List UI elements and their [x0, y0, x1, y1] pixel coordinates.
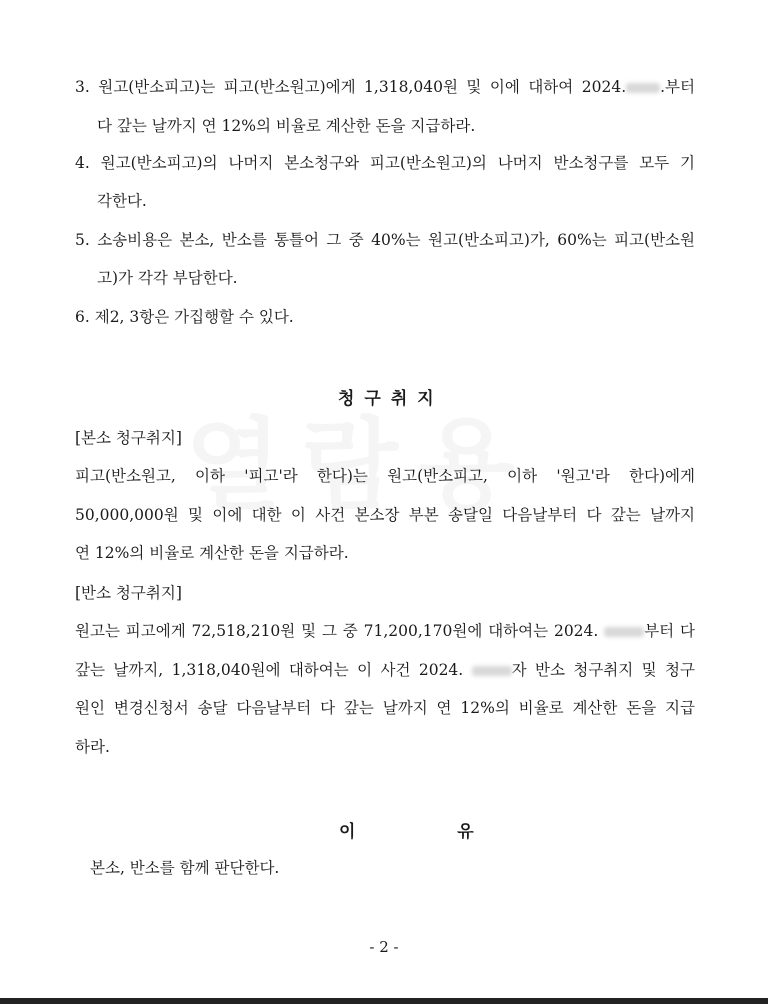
item3-line1 [75, 76, 695, 98]
main-claim-line1: 피고(반소원고, 이하 '피고'라 한다)는 원고(반소피고, 이하 '원고'라 한다)에게 [75, 467, 695, 485]
main-claim-line3: 연 12%의 비율로 계산한 돈을 지급하라. [75, 544, 349, 562]
item3-line1-text: 3. 원고(반소피고)는 피고(반소원고)에게 1,318,040원 및 이에 대하여 2024. [75, 78, 627, 96]
item5-line2: 고)가 각각 부담한다. [97, 269, 238, 287]
redacted-date [604, 627, 644, 637]
redacted-date [626, 83, 660, 93]
counter-claim-line2-text: 갚는 날까지, 1,318,040원에 대하여는 이 사건 2024. [75, 661, 464, 679]
counter-claim-line2-post: 자 반소 청구취지 및 청구 [511, 661, 695, 679]
reason-heading: 이 유 [339, 822, 504, 842]
redacted-date [472, 666, 512, 676]
item3-line2: 다 갚는 날까지 연 12%의 비율로 계산한 돈을 지급하라. [97, 117, 476, 135]
bottom-border [0, 998, 768, 1004]
main-claim-label: [본소 청구취지] [75, 429, 182, 447]
claim-heading: 청구취지 [338, 389, 444, 409]
counter-claim-line4: 하라. [75, 738, 110, 756]
counter-claim-line3: 원인 변경신청서 송달 다음날부터 다 갚는 날까지 연 12%의 비율로 계산한 돈을 지급 [75, 699, 695, 717]
counter-claim-label: [반소 청구취지] [75, 584, 182, 602]
item4-line2: 각한다. [97, 192, 147, 210]
main-claim-line2: 50,000,000원 및 이에 대한 이 사건 본소장 부본 송달일 다음날부터 다 갚는 날까지 [75, 506, 695, 524]
counter-claim-line1-post: 부터 다 [644, 622, 695, 640]
reason-line1: 본소, 반소를 함께 판단한다. [90, 859, 280, 877]
item4-line1: 4. 원고(반소피고)의 나머지 본소청구와 피고(반소원고)의 나머지 반소청구를 모두 기 [75, 154, 695, 172]
item5-line1: 5. 소송비용은 본소, 반소를 통틀어 그 중 40%는 원고(반소피고)가, 60%는 피고(반소원 [75, 231, 695, 249]
page-number: - 2 - [369, 938, 399, 956]
counter-claim-line1 [75, 620, 695, 642]
counter-claim-line1-text: 원고는 피고에게 72,518,210원 및 그 중 71,200,170원에 대하여는 2024. [75, 622, 599, 640]
item6-line1: 6. 제2, 3항은 가집행할 수 있다. [75, 308, 294, 326]
counter-claim-line2 [75, 659, 695, 681]
item3-line1-post: .부터 [660, 78, 695, 96]
